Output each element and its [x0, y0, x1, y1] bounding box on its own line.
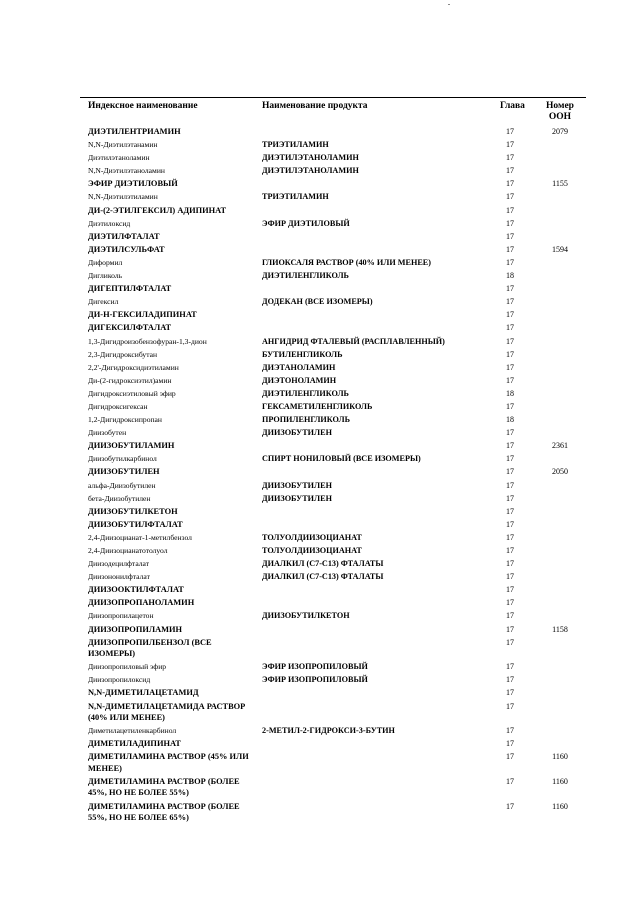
chapter-cell: 17	[506, 349, 514, 359]
table-row	[0, 439, 640, 452]
chapter-cell: 17	[506, 297, 514, 307]
chapter-cell: 17	[506, 506, 514, 516]
chapter-cell: 17	[506, 441, 514, 451]
table-row	[0, 230, 640, 243]
table-row	[0, 452, 640, 465]
index-name-cell: Диизопропиловый эфир	[88, 662, 167, 672]
index-name-cell: ДИГЕПТИЛФТАЛАТ	[88, 284, 172, 294]
chapter-cell: 17	[506, 257, 514, 267]
table-row	[0, 256, 640, 269]
un-number-cell: 2050	[552, 467, 568, 477]
table-row	[0, 321, 640, 334]
table-row	[0, 295, 640, 308]
product-name-cell: ТОЛУОЛДИИЗОЦИАНАТ	[262, 532, 362, 542]
table-row	[0, 164, 640, 177]
index-name-cell: ДИИЗОБУТИЛФТАЛАТ	[88, 519, 183, 529]
index-name-cell: Диизопропилацетон	[88, 611, 154, 621]
product-name-cell: ТРИЭТИЛАМИН	[262, 192, 329, 202]
product-name-cell: ДИЭТИЛЕНГЛИКОЛЬ	[262, 271, 349, 281]
table-row	[0, 609, 640, 622]
table-row	[0, 217, 640, 230]
table-row	[0, 623, 640, 636]
un-number-cell: 1160	[552, 752, 568, 762]
table-row	[0, 125, 640, 138]
un-number-cell: 1594	[552, 244, 568, 254]
index-name-cell: N,N-Диэтилэтаноламин	[88, 166, 165, 176]
chapter-cell: 17	[506, 752, 514, 762]
index-name-cell: Дигексил	[88, 297, 119, 307]
table-row	[0, 544, 640, 557]
product-name-cell: 2-МЕТИЛ-2-ГИДРОКСИ-3-БУТИН	[262, 726, 395, 736]
chapter-cell: 17	[506, 375, 514, 385]
chapter-cell: 17	[506, 519, 514, 529]
index-name-cell: ДИМЕТИЛАДИПИНАТ	[88, 739, 181, 749]
index-name-cell: 2,2'-Дигидроксидиэтиламин	[88, 362, 179, 372]
chapter-cell: 17	[506, 480, 514, 490]
product-name-cell: ЭФИР ИЗОПРОПИЛОВЫЙ	[262, 662, 368, 672]
index-name-cell: 1,2-Дигидроксипропан	[88, 415, 162, 425]
product-name-cell: ДИАЛКИЛ (С7-С13) ФТАЛАТЫ	[262, 572, 384, 582]
table-row	[0, 400, 640, 413]
chapter-cell: 17	[506, 701, 514, 711]
chapter-cell: 17	[506, 801, 514, 811]
index-name-cell: ДИИЗОПРОПАНОЛАМИН	[88, 598, 195, 608]
product-name-cell: БУТИЛЕНГЛИКОЛЬ	[262, 349, 343, 359]
product-name-cell: ДИЭТИЛЭТАНОЛАМИН	[262, 153, 359, 163]
header-chapter: Глава	[500, 101, 525, 111]
product-name-cell: ТОЛУОЛДИИЗОЦИАНАТ	[262, 546, 362, 555]
un-number-cell: 1155	[552, 179, 568, 189]
chapter-cell: 17	[506, 310, 514, 320]
table-row	[0, 724, 640, 737]
index-name-cell: ДИИЗООКТИЛФТАЛАТ	[88, 585, 184, 595]
product-name-cell: ДИАЛКИЛ (С7-С13) ФТАЛАТЫ	[262, 559, 384, 569]
index-table-body	[0, 125, 640, 824]
chapter-cell: 17	[506, 192, 514, 202]
index-name-cell: N,N-Диэтилэтиламин	[88, 192, 158, 202]
table-row	[0, 387, 640, 400]
table-row	[0, 151, 640, 164]
table-row	[0, 686, 640, 699]
table-row	[0, 518, 640, 531]
index-name-cell: ЭФИР ДИЭТИЛОВЫЙ	[88, 179, 178, 189]
product-name-cell: ГЕКСАМЕТИЛЕНГЛИКОЛЬ	[262, 401, 373, 411]
index-name-cell: Диметилацетиленкарбинол	[88, 726, 177, 736]
chapter-cell: 17	[506, 454, 514, 464]
product-name-cell: ДИИЗОБУТИЛЕН	[262, 493, 332, 503]
table-row	[0, 361, 640, 374]
table-header	[0, 101, 640, 125]
table-row	[0, 673, 640, 686]
table-row	[0, 636, 640, 661]
index-name-cell: ДИЭТИЛФТАЛАТ	[88, 231, 160, 241]
table-row	[0, 492, 640, 505]
table-row	[0, 583, 640, 596]
index-name-cell: ДИЭТИЛЕНТРИАМИН	[88, 127, 181, 136]
un-number-cell: 2079	[552, 127, 568, 136]
chapter-cell: 17	[506, 726, 514, 736]
index-name-cell: бета-Диизобутилен	[88, 493, 151, 503]
table-row	[0, 750, 640, 775]
product-name-cell: ДИЭТИЛЭТАНОЛАМИН	[262, 166, 359, 176]
chapter-cell: 17	[506, 611, 514, 621]
chapter-cell: 17	[506, 284, 514, 294]
chapter-cell: 17	[506, 323, 514, 333]
index-name-cell: ДИИЗОПРОПИЛБЕНЗОЛ (ВСЕ ИЗОМЕРЫ)	[88, 637, 212, 659]
index-name-cell: Диформил	[88, 257, 123, 267]
table-row	[0, 660, 640, 673]
index-name-cell: ДИМЕТИЛАМИНА РАСТВОР (45% ИЛИ МЕНЕЕ)	[88, 752, 249, 773]
index-name-cell: N,N-ДИМЕТИЛАЦЕТАМИДА РАСТВОР (40% ИЛИ МЕНЕЕ)	[88, 701, 246, 723]
table-row	[0, 190, 640, 203]
table-row	[0, 269, 640, 282]
chapter-cell: 17	[506, 401, 514, 411]
header-rule	[80, 97, 586, 98]
index-name-cell: Диизобутилкарбинол	[88, 454, 157, 464]
chapter-cell: 17	[506, 179, 514, 189]
chapter-cell: 17	[506, 637, 514, 647]
chapter-cell: 17	[506, 739, 514, 749]
table-row	[0, 596, 640, 609]
index-name-cell: Диэтилоксид	[88, 218, 131, 228]
index-name-cell: 2,4-Диизоцианат-1-метилбензол	[88, 532, 192, 542]
index-name-cell: ДИИЗОПРОПИЛАМИН	[88, 624, 183, 634]
chapter-cell: 17	[506, 166, 514, 176]
chapter-cell: 17	[506, 598, 514, 608]
chapter-cell: 17	[506, 231, 514, 241]
index-name-cell: Диэтилэтаноламин	[88, 153, 150, 163]
header-index-name: Индексное наименование	[88, 101, 198, 111]
index-name-cell: ДИИЗОБУТИЛЕН	[88, 467, 160, 477]
product-name-cell: ГЛИОКСАЛЯ РАСТВОР (40% ИЛИ МЕНЕЕ)	[262, 257, 431, 267]
chapter-cell: 17	[506, 546, 514, 555]
product-name-cell: ДОДЕКАН (ВСЕ ИЗОМЕРЫ)	[262, 297, 373, 307]
table-row	[0, 505, 640, 518]
index-name-cell: 1,3-Дигидроизобензофуран-1,3-дион	[88, 336, 207, 346]
chapter-cell: 17	[506, 532, 514, 542]
table-row	[0, 243, 640, 256]
index-name-cell: Диизодецилфталат	[88, 559, 150, 569]
product-name-cell: АНГИДРИД ФТАЛЕВЫЙ (РАСПЛАВЛЕННЫЙ)	[262, 336, 445, 346]
un-number-cell: 1158	[552, 624, 568, 634]
chapter-cell: 17	[506, 244, 514, 254]
product-name-cell: ДИЭТАНОЛАМИН	[262, 362, 336, 372]
product-name-cell: ЭФИР ДИЭТИЛОВЫЙ	[262, 218, 350, 228]
table-row	[0, 348, 640, 361]
index-name-cell: ДИИЗОБУТИЛАМИН	[88, 441, 175, 451]
table-row	[0, 282, 640, 295]
index-name-cell: ДИЭТИЛСУЛЬФАТ	[88, 244, 165, 254]
index-name-cell: 2,4-Диизоцианатотолуол	[88, 546, 168, 555]
product-name-cell: ДИИЗОБУТИЛЕН	[262, 428, 332, 438]
table-row	[0, 177, 640, 190]
table-row	[0, 335, 640, 348]
table-row	[0, 465, 640, 478]
chapter-cell: 17	[506, 675, 514, 685]
index-name-cell: Дигликоль	[88, 271, 123, 281]
table-row	[0, 426, 640, 439]
table-row	[0, 775, 640, 800]
chapter-cell: 17	[506, 336, 514, 346]
table-row	[0, 374, 640, 387]
index-name-cell: альфа-Диизобутилен	[88, 480, 156, 490]
table-row	[0, 138, 640, 151]
chapter-cell: 17	[506, 428, 514, 438]
chapter-cell: 17	[506, 140, 514, 150]
un-number-cell: 1160	[552, 801, 568, 811]
table-row	[0, 308, 640, 321]
product-name-cell: ПРОПИЛЕНГЛИКОЛЬ	[262, 415, 351, 425]
table-row	[0, 479, 640, 492]
index-name-cell: Ди-(2-гидроксиэтил)амин	[88, 375, 172, 385]
chapter-cell: 17	[506, 585, 514, 595]
chapter-cell: 18	[506, 388, 514, 398]
index-name-cell: ДИМЕТИЛАМИНА РАСТВОР (БОЛЕЕ 55%, НО НЕ БОЛЕЕ 65%)	[88, 801, 240, 822]
product-name-cell: ДИЭТОНОЛАМИН	[262, 375, 337, 385]
index-name-cell: N,N-Диэтилэтанамин	[88, 140, 158, 150]
product-name-cell: ТРИЭТИЛАМИН	[262, 140, 329, 150]
chapter-cell: 17	[506, 662, 514, 672]
index-name-cell: ДИГЕКСИЛФТАЛАТ	[88, 323, 172, 333]
table-row	[0, 800, 640, 825]
table-row	[0, 700, 640, 725]
chapter-cell: 17	[506, 493, 514, 503]
scan-speck	[448, 4, 450, 5]
un-number-cell: 1160	[552, 776, 568, 786]
table-row	[0, 531, 640, 544]
product-name-cell: СПИРТ НОНИЛОВЫЙ (ВСЕ ИЗОМЕРЫ)	[262, 454, 421, 464]
chapter-cell: 17	[506, 127, 514, 136]
index-name-cell: ДИИЗОБУТИЛКЕТОН	[88, 506, 178, 516]
chapter-cell: 17	[506, 776, 514, 786]
index-name-cell: Диизобутен	[88, 428, 127, 438]
chapter-cell: 17	[506, 624, 514, 634]
chapter-cell: 17	[506, 572, 514, 582]
table-row	[0, 413, 640, 426]
un-number-cell: 2361	[552, 441, 568, 451]
chapter-cell: 18	[506, 415, 514, 425]
index-name-cell: Дигидроксиэтиловый эфир	[88, 388, 176, 398]
index-name-cell: ДИ-Н-ГЕКСИЛАДИПИНАТ	[88, 310, 197, 320]
product-name-cell: ДИЭТИЛЕНГЛИКОЛЬ	[262, 388, 349, 398]
chapter-cell: 18	[506, 271, 514, 281]
chapter-cell: 17	[506, 559, 514, 569]
table-row	[0, 557, 640, 570]
chapter-cell: 17	[506, 153, 514, 163]
table-row	[0, 737, 640, 750]
index-name-cell: ДИМЕТИЛАМИНА РАСТВОР (БОЛЕЕ 45%, НО НЕ БОЛЕЕ 55%)	[88, 776, 240, 798]
index-name-cell: Диизопропилоксид	[88, 675, 151, 685]
header-product-name: Наименование продукта	[262, 101, 368, 111]
index-name-cell: Дигидроксигексан	[88, 401, 148, 411]
header-un-number: Номер ООН	[546, 101, 574, 122]
chapter-cell: 17	[506, 362, 514, 372]
product-name-cell: ДИИЗОБУТИЛКЕТОН	[262, 611, 350, 621]
index-name-cell: Диизононилфталат	[88, 572, 150, 582]
chapter-cell: 17	[506, 218, 514, 228]
chapter-cell: 17	[506, 467, 514, 477]
product-name-cell: ДИИЗОБУТИЛЕН	[262, 480, 332, 490]
table-row	[0, 204, 640, 217]
table-row	[0, 570, 640, 583]
product-name-cell: ЭФИР ИЗОПРОПИЛОВЫЙ	[262, 675, 368, 685]
index-name-cell: N,N-ДИМЕТИЛАЦЕТАМИД	[88, 688, 199, 698]
index-name-cell: 2,3-Дигидроксибутан	[88, 349, 158, 359]
index-name-cell: ДИ-(2-ЭТИЛГЕКСИЛ) АДИПИНАТ	[88, 205, 227, 215]
chapter-cell: 17	[506, 205, 514, 215]
chapter-cell: 17	[506, 688, 514, 698]
